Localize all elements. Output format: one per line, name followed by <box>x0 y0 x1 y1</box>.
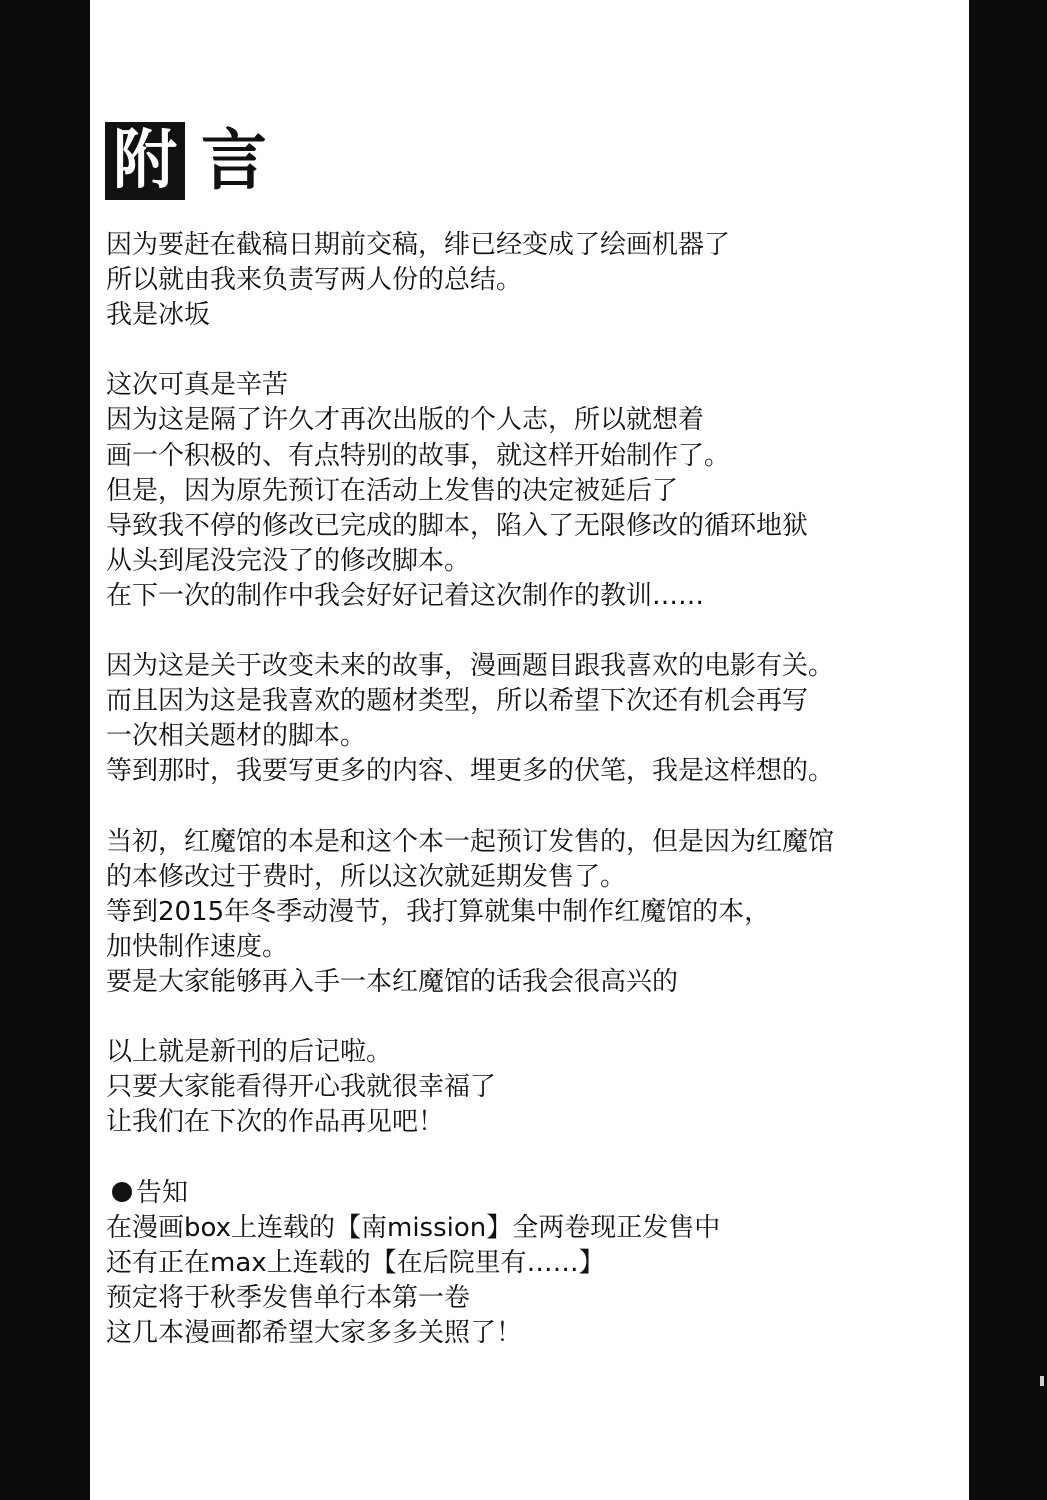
title-boxed-char: 附 <box>105 122 185 200</box>
text-line: 所以就由我来负责写两人份的总结。 <box>106 265 523 296</box>
text-line: 我是冰坂 <box>106 300 211 331</box>
text-line: 但是，因为原先预订在活动上发售的决定被延后了 <box>106 475 679 506</box>
text-line: 一次相关题材的脚本。 <box>106 721 367 752</box>
notice-section <box>106 1176 956 1351</box>
paragraph-4 <box>106 825 956 1000</box>
title-rest: 言 <box>201 122 267 199</box>
text-line: 导致我不停的修改已完成的脚本，陷入了无限修改的循环地狱 <box>106 510 809 541</box>
text-line: 预定将于秋季发售单行本第一卷 <box>106 1282 471 1313</box>
text-line: 这次可真是辛苦 <box>106 370 289 401</box>
text-line: 让我们在下次的作品再见吧！ <box>106 1107 445 1138</box>
text-line: 当初，红魔馆的本是和这个本一起预订发售的，但是因为红魔馆 <box>106 826 835 857</box>
paragraph-5 <box>106 1035 956 1140</box>
page-title <box>105 122 267 200</box>
text-line: 而且因为这是我喜欢的题材类型，所以希望下次还有机会再写 <box>106 686 809 717</box>
text-line: 等到2015年冬季动漫节，我打算就集中制作红魔馆的本， <box>106 896 771 927</box>
text-line: 在下一次的制作中我会好好记着这次制作的教训…… <box>106 580 705 611</box>
right-margin-bar <box>969 0 1047 1500</box>
text-line: 从头到尾没完没了的修改脚本。 <box>106 545 471 576</box>
text-line: 因为这是隔了许久才再次出版的个人志，所以就想着 <box>106 405 705 436</box>
paragraph-2 <box>106 368 956 614</box>
text-line: 要是大家能够再入手一本红魔馆的话我会很高兴的 <box>106 966 679 997</box>
text-line: 因为这是关于改变未来的故事，漫画题目跟我喜欢的电影有关。 <box>106 651 835 682</box>
notice-title-text: 告知 <box>136 1177 189 1208</box>
text-line: 在漫画box上连载的【南mission】全两卷现正发售中 <box>106 1212 721 1243</box>
page-edge-mark <box>1040 1376 1044 1386</box>
text-line: 以上就是新刊的后记啦。 <box>106 1037 393 1068</box>
paragraph-3 <box>106 649 956 789</box>
afterword-body <box>106 228 956 1351</box>
text-line: 的本修改过于费时，所以这次就延期发售了。 <box>106 861 627 892</box>
text-line: 这几本漫画都希望大家多多关照了！ <box>106 1317 523 1348</box>
text-line: 因为要赶在截稿日期前交稿，绯已经变成了绘画机器了 <box>106 230 731 260</box>
bullet-icon <box>112 1182 132 1202</box>
paragraph-1 <box>106 228 956 333</box>
document-page <box>90 0 969 1500</box>
text-line: 画一个积极的、有点特别的故事，就这样开始制作了。 <box>106 440 731 471</box>
text-line: 只要大家能看得开心我就很幸福了 <box>106 1072 497 1103</box>
notice-title <box>106 1176 956 1211</box>
left-margin-bar <box>0 0 90 1500</box>
text-line: 还有正在max上连载的【在后院里有……】 <box>106 1247 605 1278</box>
text-line: 等到那时，我要写更多的内容、埋更多的伏笔，我是这样想的。 <box>106 756 835 787</box>
text-line: 加快制作速度。 <box>106 931 289 962</box>
